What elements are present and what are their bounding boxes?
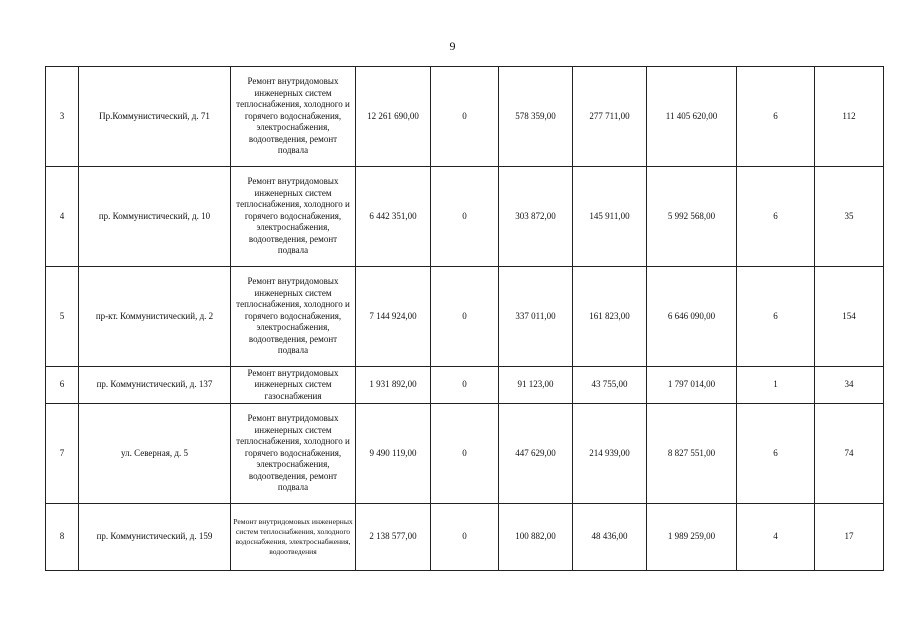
value-cell: 0	[431, 404, 499, 504]
value-cell: 74	[815, 404, 884, 504]
table-row	[46, 367, 884, 404]
address-cell: Пр.Коммунистический, д. 71	[79, 67, 231, 167]
table-row	[46, 504, 884, 571]
row-number: 3	[46, 67, 79, 167]
address-cell: пр. Коммунистический, д. 159	[79, 504, 231, 571]
value-cell: 578 359,00	[499, 67, 573, 167]
value-cell: 6 646 090,00	[647, 267, 737, 367]
value-cell: 35	[815, 167, 884, 267]
value-cell: 0	[431, 267, 499, 367]
value-cell: 4	[737, 504, 815, 571]
value-cell: 91 123,00	[499, 367, 573, 404]
work-type-cell: Ремонт внутридомовых инженерных систем теплоснабжения, холодного и горячего водоснабжения, электроснабжения, водоотведения, ремонт подвала	[231, 167, 356, 267]
table-row	[46, 167, 884, 267]
value-cell: 8 827 551,00	[647, 404, 737, 504]
value-cell: 6	[737, 404, 815, 504]
repair-program-table	[45, 66, 884, 571]
value-cell: 17	[815, 504, 884, 571]
value-cell: 1	[737, 367, 815, 404]
row-number: 5	[46, 267, 79, 367]
work-type-cell: Ремонт внутридомовых инженерных систем теплоснабжения, холодного и горячего водоснабжения, электроснабжения, водоотведения, ремонт подвала	[231, 67, 356, 167]
value-cell: 100 882,00	[499, 504, 573, 571]
value-cell: 161 823,00	[573, 267, 647, 367]
row-number: 4	[46, 167, 79, 267]
value-cell: 34	[815, 367, 884, 404]
value-cell: 6	[737, 267, 815, 367]
value-cell: 48 436,00	[573, 504, 647, 571]
work-type-cell: Ремонт внутридомовых инженерных систем теплоснабжения, холодного и горячего водоснабжения, электроснабжения, водоотведения, ремонт подвала	[231, 404, 356, 504]
total-cost-cell: 9 490 119,00	[356, 404, 431, 504]
address-cell: ул. Северная, д. 5	[79, 404, 231, 504]
value-cell: 6	[737, 167, 815, 267]
value-cell: 154	[815, 267, 884, 367]
value-cell: 447 629,00	[499, 404, 573, 504]
total-cost-cell: 6 442 351,00	[356, 167, 431, 267]
row-number: 8	[46, 504, 79, 571]
value-cell: 0	[431, 67, 499, 167]
table-row	[46, 404, 884, 504]
value-cell: 0	[431, 167, 499, 267]
address-cell: пр-кт. Коммунистический, д. 2	[79, 267, 231, 367]
address-cell: пр. Коммунистический, д. 10	[79, 167, 231, 267]
value-cell: 0	[431, 367, 499, 404]
value-cell: 11 405 620,00	[647, 67, 737, 167]
value-cell: 5 992 568,00	[647, 167, 737, 267]
total-cost-cell: 1 931 892,00	[356, 367, 431, 404]
value-cell: 214 939,00	[573, 404, 647, 504]
total-cost-cell: 7 144 924,00	[356, 267, 431, 367]
value-cell: 145 911,00	[573, 167, 647, 267]
value-cell: 112	[815, 67, 884, 167]
work-type-cell: Ремонт внутридомовых инженерных систем газоснабжения	[231, 367, 356, 404]
address-cell: пр. Коммунистический, д. 137	[79, 367, 231, 404]
value-cell: 1 797 014,00	[647, 367, 737, 404]
row-number: 6	[46, 367, 79, 404]
work-type-cell: Ремонт внутридомовых инженерных систем теплоснабжения, холодного водоснабжения, электроснабжения, водоотведения	[231, 504, 356, 571]
value-cell: 0	[431, 504, 499, 571]
table-row	[46, 67, 884, 167]
value-cell: 6	[737, 67, 815, 167]
value-cell: 43 755,00	[573, 367, 647, 404]
total-cost-cell: 2 138 577,00	[356, 504, 431, 571]
page-number: 9	[449, 39, 456, 53]
work-type-cell: Ремонт внутридомовых инженерных систем теплоснабжения, холодного и горячего водоснабжения, электроснабжения, водоотведения, ремонт подвала	[231, 267, 356, 367]
value-cell: 277 711,00	[573, 67, 647, 167]
value-cell: 337 011,00	[499, 267, 573, 367]
table-row	[46, 267, 884, 367]
total-cost-cell: 12 261 690,00	[356, 67, 431, 167]
value-cell: 1 989 259,00	[647, 504, 737, 571]
value-cell: 303 872,00	[499, 167, 573, 267]
row-number: 7	[46, 404, 79, 504]
